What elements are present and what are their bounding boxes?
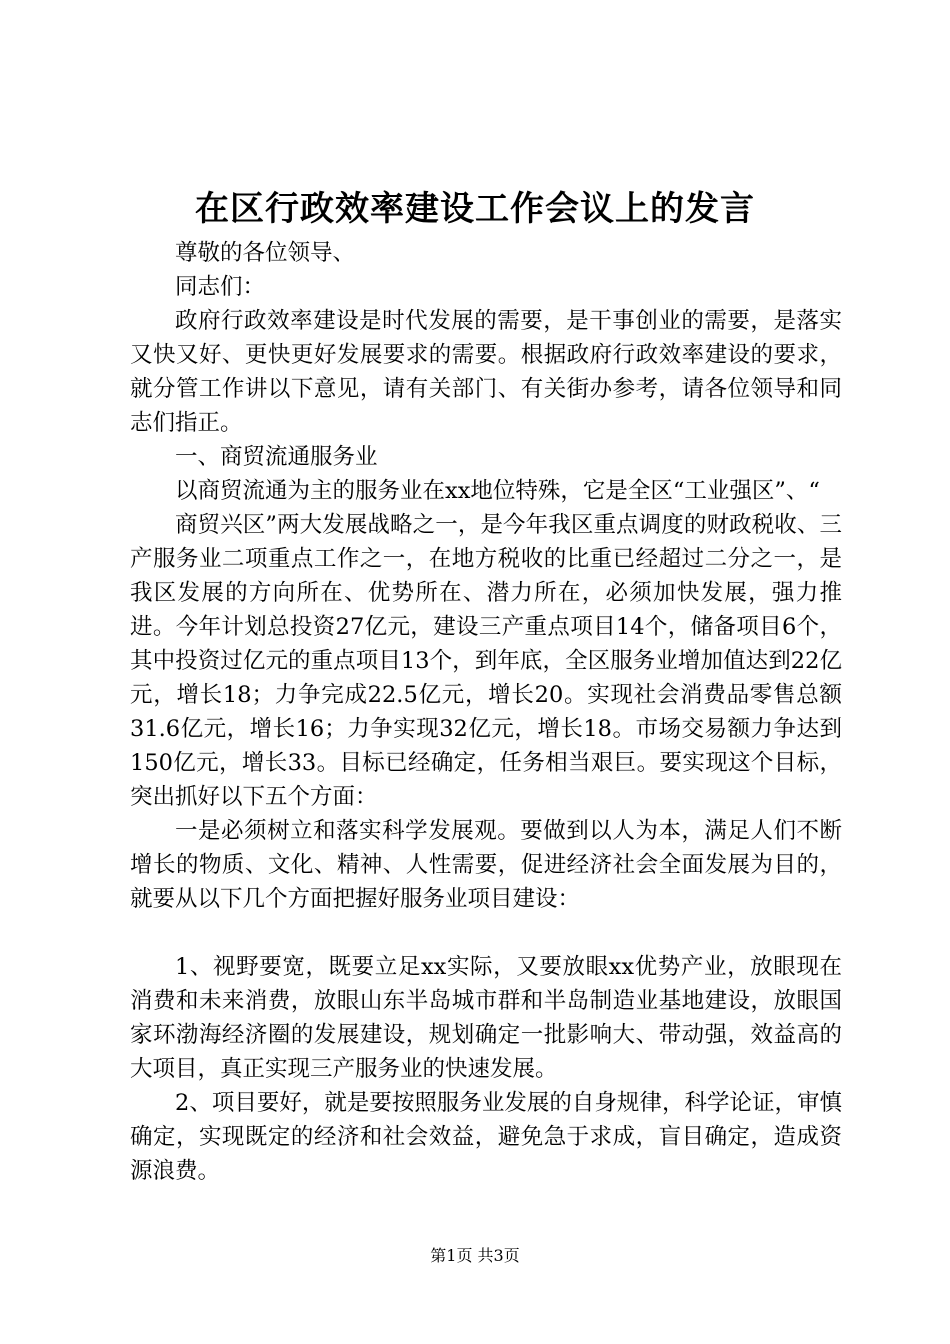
blank-line bbox=[130, 916, 842, 950]
body-paragraph: 商贸兴区”两大发展战略之一，是今年我区重点调度的财政税收、三产服务业二项重点工作之一，在地方税收的比重已经超过二分之一，是我区发展的方向所在、优势所在、潜力所在，必须加快发展，强力推进。今年计划总投资27亿元，建设三产重点项目14个，储备项目6个，其中投资过亿元的重点项目13个，到年底，全区服务业增加值达到22亿元，增长18；力争完成22.5亿元，增长20。实现社会消费品零售总额31.6亿元，增长16；力争实现32亿元，增长18。市场交易额力争达到150亿元，增长33。目标已经确定，任务相当艰巨。要实现这个目标，突出抓好以下五个方面： bbox=[130, 512, 842, 810]
list-item: 2、项目要好，就是要按照服务业发展的自身规律，科学论证，审慎确定，实现既定的经济和社会效益，避免急于求成，盲目确定，造成资源浪费。 bbox=[130, 1090, 842, 1184]
salutation-line-1: 尊敬的各位领导、 bbox=[175, 240, 356, 266]
body-paragraph: 一是必须树立和落实科学发展观。要做到以人为本，满足人们不断增长的物质、文化、精神、人性需要，促进经济社会全面发展为目的，就要从以下几个方面把握好服务业项目建设： bbox=[130, 818, 842, 912]
document-title: 在区行政效率建设工作会议上的发言 bbox=[195, 189, 755, 229]
salutation-line-2: 同志们： bbox=[175, 274, 266, 300]
document-body bbox=[130, 236, 842, 1188]
list-item: 1、视野要宽，既要立足xx实际，又要放眼xx优势产业，放眼现在消费和未来消费，放眼山东半岛城市群和半岛制造业基地建设，放眼国家环渤海经济圈的发展建设，规划确定一批影响大、带动强，效益高的大项目，真正实现三产服务业的快速发展。 bbox=[130, 954, 842, 1082]
intro-paragraph: 政府行政效率建设是时代发展的需要，是干事创业的需要，是落实又快又好、更快更好发展要求的需要。根据政府行政效率建设的要求，就分管工作讲以下意见，请有关部门、有关街办参考，请各位领导和同志们指正。 bbox=[130, 308, 842, 436]
section-heading: 一、商贸流通服务业 bbox=[175, 444, 378, 470]
page-number-footer: 第1页 共3页 bbox=[430, 1246, 520, 1265]
body-paragraph: 以商贸流通为主的服务业在xx地位特殊，它是全区“工业强区”、“ bbox=[175, 478, 820, 504]
